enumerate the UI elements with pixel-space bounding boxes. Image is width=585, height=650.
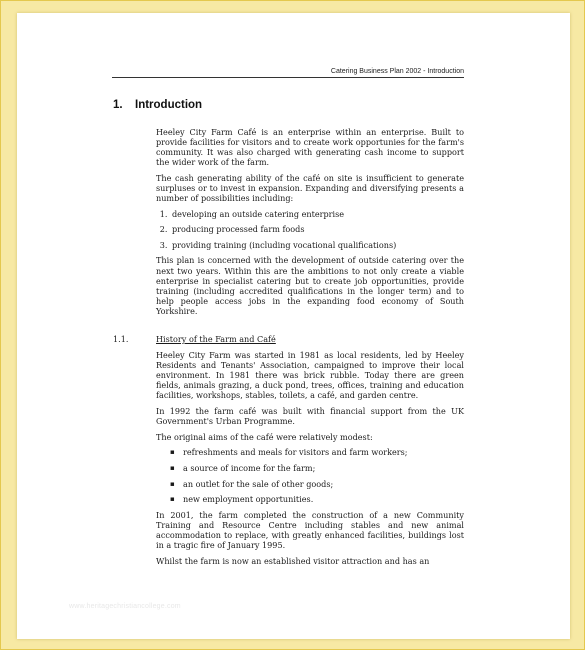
square-bullet-icon: ▪	[170, 463, 175, 472]
history-paragraph: In 2001, the farm completed the construction of a new Community Training and Resource Centre including stables and new animal accommodation to replace, with greatly enhanced facilities, buildings lost in a tragic fire of January 1995.	[156, 509, 464, 550]
list-item: ▪ new employment opportunities.	[170, 494, 314, 505]
list-item: 2. producing processed farm foods	[170, 224, 464, 234]
list-item: ▪ refreshments and meals for visitors and farm workers;	[170, 447, 408, 458]
section-title: Introduction	[135, 99, 203, 111]
document-page	[17, 13, 570, 639]
history-paragraph: The original aims of the café were relatively modest:	[156, 431, 373, 442]
square-bullet-icon: ▪	[170, 479, 175, 488]
list-item: ▪ an outlet for the sale of other goods;	[170, 478, 334, 489]
list-item: 1. developing an outside catering enterprise	[170, 209, 464, 219]
square-bullet-icon: ▪	[170, 448, 175, 457]
section-heading	[113, 99, 202, 111]
square-bullet-icon: ▪	[170, 495, 175, 504]
aims-list	[156, 447, 464, 504]
history-paragraph: Whilst the farm is now an established visitor attraction and has an	[156, 555, 430, 566]
history-paragraph: In 1992 the farm café was built with financial support from the UK Government's Urban Programme.	[156, 406, 464, 427]
document-body	[113, 127, 464, 571]
intro-paragraph: Heeley City Farm Café is an enterprise within an enterprise. Built to provide facilities for visitors and to create work opportunies for the farm's community. It was also charged with generating cash income to support the wider work of the farm.	[156, 127, 464, 168]
list-item: ▪ a source of income for the farm;	[170, 462, 316, 473]
subsection-number: 1.1.	[113, 334, 129, 344]
running-header: Catering Business Plan 2002 - Introduction	[112, 68, 464, 78]
subsection-heading	[113, 334, 464, 344]
list-item: 3. providing training (including vocational qualifications)	[170, 240, 464, 250]
history-paragraph: Heeley City Farm was started in 1981 as local residents, led by Heeley Residents and Tenants' Association, campaigned to improve their local environment. In 1981 there was brick rubble. Today there are green fields, animals grazing, a duck pond, trees, offices, training and education facilities, workshops, stables, toilets, a café, and garden centre.	[156, 350, 464, 401]
watermark: www.heritagechristiancollege.com	[69, 603, 181, 610]
intro-paragraph: The cash generating ability of the café on site is insufficient to generate surpluses or to invest in expansion. Expanding and diversifying presents a number of possibilities including:	[156, 172, 464, 204]
possibilities-list	[156, 209, 464, 250]
intro-paragraph: This plan is concerned with the development of outside catering over the next two years. Within this are the ambitions to not only create a viable enterprise in specialist catering but to create job opportunities, provide training (including accredited qualifications in the longer term) and to help people access jobs in the expanding food economy of South Yorkshire.	[156, 255, 464, 316]
section-number: 1.	[113, 99, 123, 111]
subsection-title: History of the Farm and Café	[156, 334, 276, 344]
